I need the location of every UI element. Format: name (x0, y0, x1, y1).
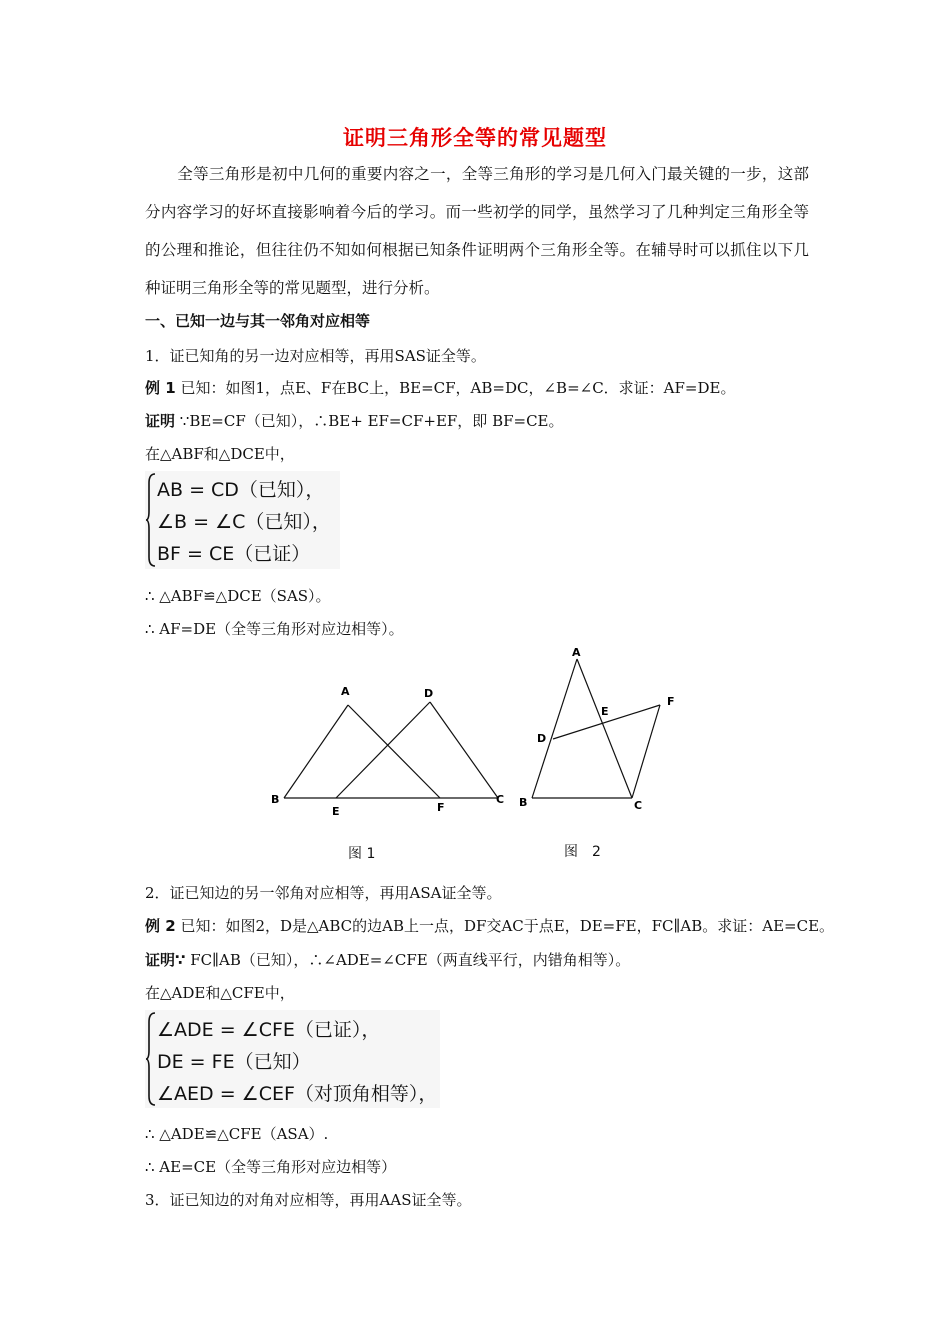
brace-icon (145, 1010, 157, 1108)
proof-1-label: 证明 (145, 412, 176, 430)
fig2-label-b: B (519, 796, 528, 809)
fig1-label-f: F (437, 801, 445, 814)
proof-1 (145, 410, 564, 431)
segment-dc (430, 702, 498, 798)
fig2-label-d: D (537, 732, 547, 745)
item-2: 2．证已知边的另一邻角对应相等，再用ASA证全等。 (145, 884, 502, 902)
proof-2-text: FC∥AB（已知），∴∠ADE=∠CFE（两直线平行，内错角相等）。 (185, 951, 631, 969)
conclusion-1a: ∴ △ABF≌△DCE（SAS）。 (145, 587, 331, 605)
figure-1-caption: 图 1 (348, 846, 376, 862)
conclusion-1b: ∴ AF=DE（全等三角形对应边相等）。 (145, 620, 404, 638)
example-1 (145, 377, 735, 398)
fig1-label-e: E (332, 805, 340, 818)
figure-1-diagram (260, 675, 520, 825)
fig2-label-c: C (634, 799, 643, 812)
figure-2-diagram (515, 645, 690, 845)
fig2-label-f: F (667, 695, 675, 708)
system-2-row-3: ∠AED = ∠CEF（对顶角相等）， (157, 1083, 438, 1105)
system-2-row-1: ∠ADE = ∠CFE（已证）， (157, 1019, 381, 1041)
segment-ab (532, 659, 577, 798)
proof-1-text: ∵BE=CF（已知），∴BE+ EF=CF+EF，即 BF=CE。 (175, 412, 564, 430)
example-2 (145, 915, 834, 936)
system-1-row-3: BF = CE（已证） (157, 543, 311, 565)
fig1-label-a: A (341, 685, 350, 698)
proof-2 (145, 949, 630, 970)
proof-2-label: 证明∵ (145, 951, 186, 969)
equation-system-1 (145, 471, 340, 569)
conclusion-2b: ∴ AE=CE（全等三角形对应边相等） (145, 1158, 397, 1176)
example-2-label: 例 2 (145, 917, 176, 935)
page-title: 证明三角形全等的常见题型 (343, 126, 607, 150)
system-1-row-1: AB = CD（已知）， (157, 479, 325, 501)
triangle-pair-2: 在△ADE和△CFE中， (145, 984, 295, 1002)
fig1-label-b: B (271, 793, 280, 806)
conclusion-2a: ∴ △ADE≌△CFE（ASA）. (145, 1125, 329, 1143)
system-1-row-2: ∠B = ∠C（已知）， (157, 511, 331, 533)
example-1-text: 已知：如图1，点E、F在BC上，BE=CF，AB=DC，∠B=∠C．求证：AF=DE。 (175, 379, 736, 397)
intro-text: 全等三角形是初中几何的重要内容之一，全等三角形的学习是几何入门最关键的一步，这部分内容学习的好坏直接影响着今后的学习。而一些初学的同学，虽然学习了几种判定三角形全等的公理和推论，但往往仍不知如何根据已知条件证明两个三角形全等。在辅导时可以抓住以下几种证明三角形全等的常见题型，进行分析。 (145, 165, 809, 297)
segment-ed (336, 702, 430, 798)
segment-fc (632, 705, 660, 798)
fig2-label-e: E (601, 705, 609, 718)
figure-2-caption: 图 2 (564, 844, 601, 860)
equation-system-2 (145, 1010, 440, 1108)
fig2-label-a: A (572, 646, 581, 659)
triangle-pair-1: 在△ABF和△DCE中， (145, 445, 295, 463)
segment-ba (284, 705, 348, 798)
intro-paragraph (145, 155, 809, 307)
item-1: 1．证已知角的另一边对应相等，再用SAS证全等。 (145, 347, 486, 365)
example-2-text: 已知：如图2，D是△ABC的边AB上一点，DF交AC于点E，DE=FE，FC∥AB。求证：AE=CE。 (175, 917, 835, 935)
fig1-label-c: C (496, 793, 505, 806)
segment-af (348, 705, 440, 798)
item-3: 3．证已知边的对角对应相等，再用AAS证全等。 (145, 1191, 472, 1209)
section-heading-1: 一、已知一边与其一邻角对应相等 (145, 312, 371, 330)
example-1-label: 例 1 (145, 379, 176, 397)
brace-icon (145, 471, 157, 569)
system-2-row-2: DE = FE（已知） (157, 1051, 311, 1073)
fig1-label-d: D (424, 687, 434, 700)
